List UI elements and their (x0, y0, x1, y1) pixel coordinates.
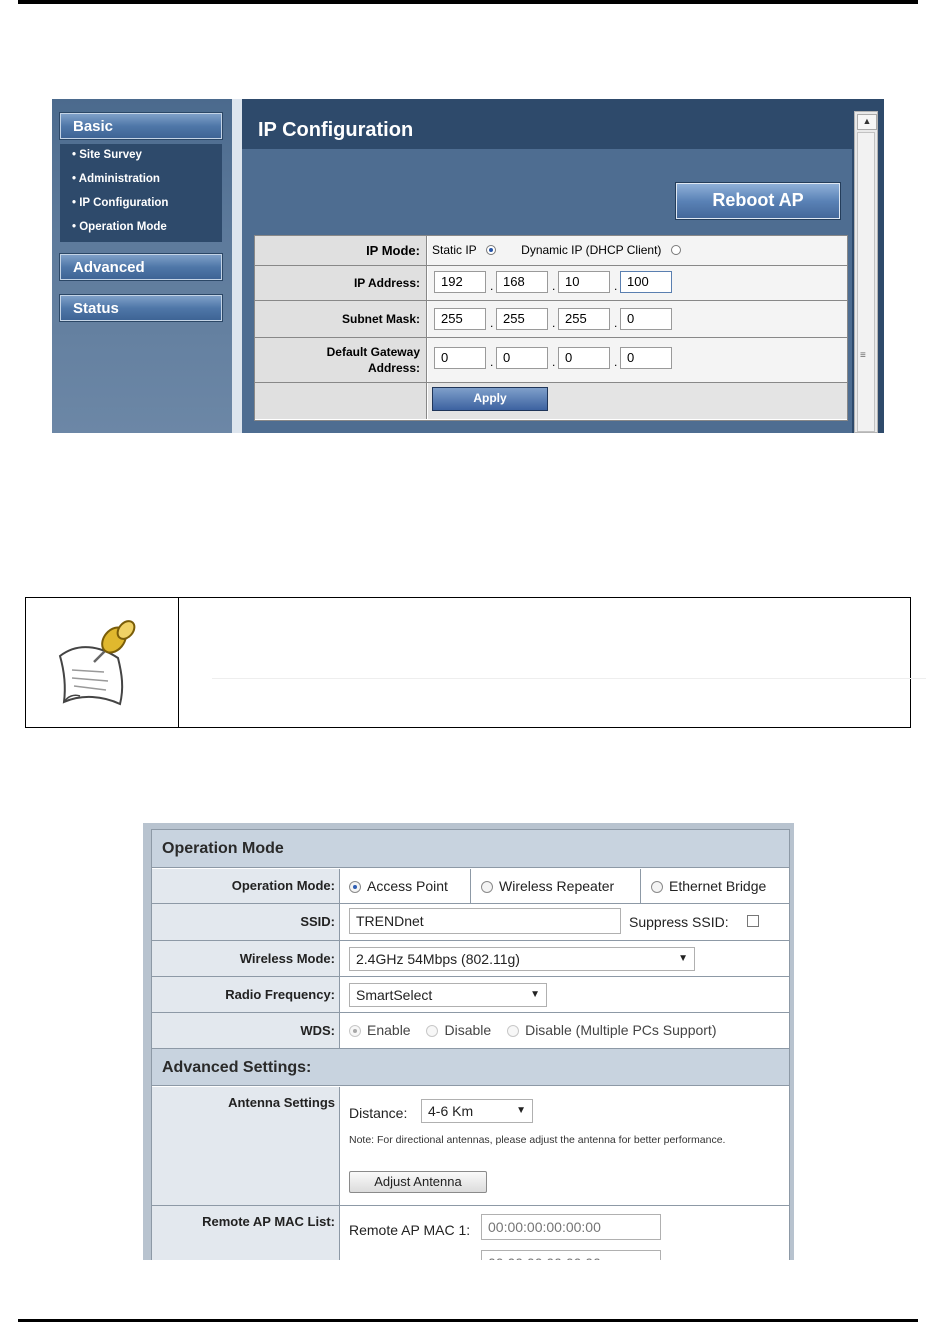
adjust-antenna-button[interactable]: Adjust Antenna (349, 1171, 487, 1193)
ip-address-row (255, 266, 847, 301)
wireless-mode-selected-value: 2.4GHz 54Mbps (802.11g) (356, 951, 520, 967)
wds-row (152, 1013, 789, 1049)
radio-frequency-select[interactable] (349, 983, 547, 1007)
static-ip-label: Static IP (432, 243, 477, 257)
mask-octet-2-input[interactable]: 255 (496, 308, 548, 330)
operation-mode-screenshot (143, 823, 794, 1260)
ssid-row (152, 904, 789, 941)
ip-configuration-screenshot (52, 99, 884, 433)
radio-frequency-value-cell (341, 977, 789, 1012)
apply-row-label-cell (255, 383, 427, 419)
dropdown-arrow-icon: ▼ (516, 1105, 526, 1116)
remote-mac-2-input[interactable] (481, 1250, 661, 1260)
ip-dot: . (552, 279, 556, 293)
operation-mode-row (152, 869, 789, 904)
ip-dot: . (614, 279, 618, 293)
gateway-dot: . (490, 355, 494, 369)
gateway-dot: . (552, 355, 556, 369)
static-ip-radio[interactable] (486, 245, 496, 255)
access-point-option[interactable] (341, 869, 471, 903)
nav-status-button[interactable]: Status (60, 295, 222, 321)
ethernet-bridge-option[interactable] (643, 869, 789, 903)
apply-row (255, 383, 847, 419)
remote-mac-list-label: Remote AP MAC List: (152, 1206, 340, 1260)
mask-dot: . (552, 316, 556, 330)
nav-basic-button[interactable]: Basic (60, 113, 222, 139)
mask-octet-4-input[interactable]: 0 (620, 308, 672, 330)
wds-enable-radio[interactable] (349, 1025, 361, 1037)
access-point-radio[interactable] (349, 881, 361, 893)
gateway-dot: . (614, 355, 618, 369)
gateway-fields (428, 338, 847, 382)
radio-frequency-label: Radio Frequency: (152, 977, 340, 1012)
wds-label: WDS: (152, 1013, 340, 1048)
basic-submenu (60, 144, 222, 242)
page-top-rule (18, 0, 918, 4)
mask-dot: . (614, 316, 618, 330)
gateway-octet-2-input[interactable]: 0 (496, 347, 548, 369)
ip-mode-row (255, 236, 847, 266)
remote-mac-1-input[interactable] (481, 1214, 661, 1240)
remote-mac-1-label: Remote AP MAC 1: (349, 1222, 471, 1238)
remote-mac-value-cell (341, 1206, 789, 1260)
ethernet-bridge-label: Ethernet Bridge (669, 878, 767, 894)
submenu-item-administration[interactable]: • Administration (72, 173, 160, 185)
submenu-item-operation-mode[interactable]: • Operation Mode (72, 221, 167, 233)
gateway-label-line-2: Address: (367, 361, 420, 375)
gateway-label (255, 338, 427, 382)
wireless-repeater-label: Wireless Repeater (499, 878, 615, 894)
operation-mode-header: Operation Mode (152, 830, 789, 868)
scroll-up-arrow-icon[interactable]: ▲ (857, 114, 877, 130)
distance-label: Distance: (349, 1105, 408, 1121)
wds-disable-radio[interactable] (426, 1025, 438, 1037)
apply-button[interactable]: Apply (432, 387, 548, 411)
antenna-settings-row (152, 1087, 789, 1206)
ethernet-bridge-radio[interactable] (651, 881, 663, 893)
wds-options (341, 1013, 789, 1048)
submenu-item-site-survey[interactable]: • Site Survey (72, 149, 142, 161)
page-bottom-rule (18, 1319, 918, 1322)
ip-dot: . (490, 279, 494, 293)
radio-frequency-selected-value: SmartSelect (356, 987, 433, 1003)
ip-octet-3-input[interactable]: 10 (558, 271, 610, 293)
gateway-octet-1-input[interactable]: 0 (434, 347, 486, 369)
sidebar (52, 99, 232, 433)
operation-mode-form (151, 829, 790, 1260)
page-title: IP Configuration (258, 119, 414, 141)
ip-address-fields (428, 266, 847, 300)
antenna-settings-label: Antenna Settings (152, 1087, 340, 1205)
radio-frequency-row (152, 977, 789, 1013)
subnet-mask-fields (428, 301, 847, 337)
ssid-label: SSID: (152, 904, 340, 940)
scrollbar-thumb[interactable] (857, 132, 875, 432)
suppress-ssid-label: Suppress SSID: (629, 914, 729, 930)
reboot-ap-button[interactable]: Reboot AP (676, 183, 840, 219)
ssid-value-cell (341, 904, 789, 940)
wireless-mode-label: Wireless Mode: (152, 941, 340, 976)
mask-octet-1-input[interactable]: 255 (434, 308, 486, 330)
dhcp-label: Dynamic IP (DHCP Client) (521, 243, 662, 257)
advanced-settings-header: Advanced Settings: (152, 1049, 789, 1086)
remote-mac-row (152, 1206, 789, 1260)
gateway-octet-4-input[interactable]: 0 (620, 347, 672, 369)
wireless-repeater-radio[interactable] (481, 881, 493, 893)
apply-row-value-cell (428, 383, 847, 419)
gateway-row (255, 338, 847, 383)
ip-octet-2-input[interactable]: 168 (496, 271, 548, 293)
wireless-mode-select[interactable] (349, 947, 695, 971)
dropdown-arrow-icon: ▼ (530, 989, 540, 1000)
distance-select[interactable] (421, 1099, 533, 1123)
ip-octet-1-input[interactable]: 192 (434, 271, 486, 293)
nav-advanced-button[interactable]: Advanced (60, 254, 222, 280)
subnet-mask-row (255, 301, 847, 338)
wireless-repeater-option[interactable] (473, 869, 641, 903)
antenna-settings-value-cell (341, 1087, 789, 1205)
distance-selected-value: 4-6 Km (428, 1103, 474, 1119)
wds-disable-multi-radio[interactable] (507, 1025, 519, 1037)
operation-mode-label: Operation Mode: (152, 869, 340, 903)
scroll-grip-icon: ≡ (860, 350, 866, 361)
gateway-octet-3-input[interactable]: 0 (558, 347, 610, 369)
ip-settings-table (254, 235, 848, 421)
dropdown-arrow-icon: ▼ (678, 953, 688, 964)
dhcp-radio[interactable] (671, 245, 681, 255)
suppress-ssid-checkbox[interactable] (747, 915, 759, 927)
note-icon-cell (26, 598, 179, 727)
ip-address-label: IP Address: (255, 266, 427, 300)
vertical-scrollbar[interactable] (854, 111, 878, 433)
note-box (25, 597, 911, 728)
wds-enable-label: Enable (367, 1022, 411, 1038)
wireless-mode-row (152, 941, 789, 977)
mask-dot: . (490, 316, 494, 330)
submenu-item-ip-configuration[interactable]: • IP Configuration (72, 197, 169, 209)
ssid-input[interactable]: TRENDnet (349, 908, 621, 934)
content-frame (242, 99, 884, 433)
sidebar-divider (232, 99, 242, 433)
wds-disable-multi-label: Disable (Multiple PCs Support) (525, 1022, 717, 1038)
ip-mode-options (428, 236, 847, 265)
operation-mode-options (341, 869, 789, 903)
gateway-label-line-1: Default Gateway (326, 345, 420, 359)
antenna-note: Note: For directional antennas, please adjust the antenna for better performance. (349, 1134, 726, 1146)
wireless-mode-value-cell (341, 941, 789, 976)
wds-disable-label: Disable (444, 1022, 492, 1038)
pinned-note-icon (48, 612, 148, 712)
access-point-label: Access Point (367, 878, 448, 894)
note-text-line (212, 678, 926, 679)
mask-octet-3-input[interactable]: 255 (558, 308, 610, 330)
ip-octet-4-input[interactable]: 100 (620, 271, 672, 293)
subnet-mask-label: Subnet Mask: (255, 301, 427, 337)
ip-mode-label: IP Mode: (255, 236, 427, 265)
